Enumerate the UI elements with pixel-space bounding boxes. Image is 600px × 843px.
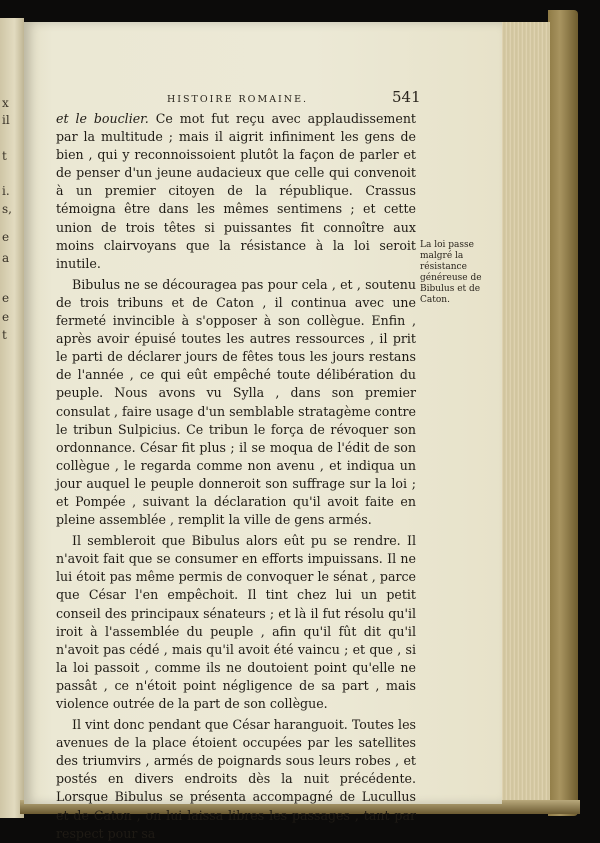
- prev-page-glyph: il: [2, 113, 10, 127]
- paragraph: Il vint donc pendant que César haranguoit. Toutes les avenues de la place étoient occupées par les satellites des triumvirs , armés de poignards sous leurs robes , et postés en divers endroits dès la nuit précédente. Lorsque Bibulus se présenta accompagné de Lucullus et de Caton , on lui laissa libres les passages , tant par respect pour sa: [56, 717, 416, 841]
- italic-phrase: et le bouclier.: [56, 111, 149, 126]
- body-text: [56, 110, 416, 843]
- prev-page-glyph: a: [2, 251, 10, 265]
- previous-page-edge: [0, 18, 24, 818]
- book-page: [24, 22, 502, 841]
- prev-page-glyph: t: [2, 328, 7, 342]
- page-fore-edge: [500, 22, 550, 807]
- running-head: HISTOIRE ROMAINE.: [167, 94, 309, 105]
- book-cover: [548, 10, 578, 816]
- paragraph-text: Ce mot fut reçu avec applaudissement par la multitude ; mais il aigrit infiniment les gens de bien , qui y reconnoissoient plutôt la façon de parler et de penser d'un jeune audacieux que celle qui convenoit à un premier citoyen de la république. Crassus témoigna être dans les mêmes sentimens ; et cette union de trois têtes si puissantes fit connoître aux moins clairvoyans que la résistance à la loi seroit inutile.: [56, 111, 416, 271]
- margin-note: La loi passe malgré la résistance généreuse de Bibulus et de Caton.: [420, 240, 482, 305]
- prev-page-glyph: s,: [2, 202, 12, 216]
- prev-page-glyph: e: [2, 230, 10, 244]
- page-number: 541: [392, 88, 421, 106]
- paragraph: [56, 110, 416, 273]
- paragraph: Il sembleroit que Bibulus alors eût pu se rendre. Il n'avoit fait que se consumer en efforts impuissans. Il ne lui étoit pas même permis de convoquer le sénat , parce que César l'en empêchoit. Il tint chez lui un petit conseil des principaux sénateurs ; et là il fut résolu qu'il iroit à l'assemblée du peuple , afin qu'il fût dit qu'il n'avoit pas cédé , mais qu'il avoit été vaincu ; et que , si la loi passoit , comme ils ne doutoient point qu'elle ne passât , ce n'étoit point négligence de sa part , mais violence outrée de la part de son collègue.: [56, 533, 416, 711]
- prev-page-glyph: x: [2, 96, 9, 110]
- paragraph: Bibulus ne se découragea pas pour cela , et , soutenu de trois tribuns et de Caton , il continua avec une fermeté invincible à s'opposer à son collègue. Enfin , après avoir épuisé toutes les autres ressources , il prit le parti de déclarer jours de fêtes tous les jours restans de l'année , ce qui eût empêché toute délibération du peuple. Nous avons vu Sylla , dans son premier consulat , faire usage d'un semblable stratagème contre le tribun Sulpicius. Ce tribun le força de révoquer son ordonnance. César fit plus ; il se moqua de l'édit de son collègue , le regarda comme non avenu , et indiqua un jour auquel le peuple donneroit son suffrage sur la loi ; et Pompée , suivant la déclaration qu'il avoit faite en pleine assemblée , remplit la ville de gens armés.: [56, 276, 416, 528]
- prev-page-glyph: t: [2, 149, 7, 163]
- prev-page-glyph: e: [2, 310, 10, 324]
- prev-page-glyph: i.: [2, 184, 10, 198]
- prev-page-glyph: e: [2, 291, 10, 305]
